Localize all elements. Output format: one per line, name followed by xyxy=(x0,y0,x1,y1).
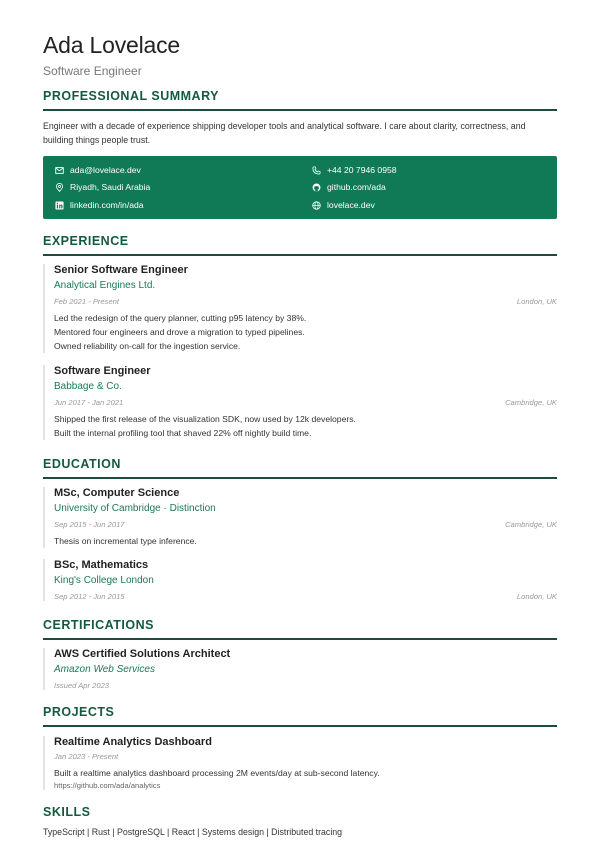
degree-title: MSc, Computer Science xyxy=(54,487,180,499)
entry-dates: Jun 2017 - Jan 2021 xyxy=(54,398,124,407)
linkedin-icon xyxy=(55,201,64,210)
section-title-experience: EXPERIENCE xyxy=(43,234,557,256)
contact-website[interactable] xyxy=(312,200,375,210)
summary-text: Engineer with a decade of experience shipping developer tools and analytical software. I care about clarity, correctness, and building things people trust. xyxy=(43,121,526,145)
detail-line: Thesis on incremental type inference. xyxy=(54,536,197,546)
mail-icon xyxy=(55,166,64,175)
github-icon xyxy=(312,183,321,192)
contact-github-text: github.com/ada xyxy=(327,182,386,192)
contact-linkedin[interactable] xyxy=(55,200,144,210)
detail-line: Built a realtime analytics dashboard processing 2M events/day at sub-second latency. xyxy=(54,768,380,778)
globe-icon xyxy=(312,201,321,210)
skills-list: TypeScript | Rust | PostgreSQL | React | Systems design | Distributed tracing xyxy=(43,827,343,837)
project-entry xyxy=(43,736,557,790)
project-link[interactable]: https://github.com/ada/analytics xyxy=(54,781,161,790)
contact-phone[interactable] xyxy=(312,165,397,175)
institution-name: King's College London xyxy=(54,575,154,586)
certification-title: AWS Certified Solutions Architect xyxy=(54,648,231,660)
company-name: Babbage & Co. xyxy=(54,381,122,392)
experience-entry xyxy=(43,365,557,440)
entry-meta xyxy=(54,681,557,690)
entry-meta xyxy=(54,752,557,761)
contact-location xyxy=(55,182,150,192)
contact-linkedin-text: linkedin.com/in/ada xyxy=(70,200,144,210)
experience-entry xyxy=(43,264,557,353)
section-title-education: EDUCATION xyxy=(43,457,557,479)
certification-entry xyxy=(43,648,557,690)
entry-location: London, UK xyxy=(516,592,557,601)
detail-line: Built the internal profiling tool that shaved 22% off nightly build time. xyxy=(54,428,312,438)
contact-panel xyxy=(43,156,557,219)
detail-line: Owned reliability on-call for the ingestion service. xyxy=(54,341,241,351)
candidate-title: Software Engineer xyxy=(43,64,142,78)
entry-details xyxy=(54,412,557,440)
institution-name: University of Cambridge · Distinction xyxy=(54,503,216,514)
degree-title: BSc, Mathematics xyxy=(54,559,149,571)
section-title-certifications: CERTIFICATIONS xyxy=(43,618,557,640)
job-title: Software Engineer xyxy=(54,365,151,377)
project-title: Realtime Analytics Dashboard xyxy=(54,736,212,748)
education-entry xyxy=(43,487,557,548)
education-entry xyxy=(43,559,557,601)
contact-email[interactable] xyxy=(55,165,141,175)
phone-icon xyxy=(312,166,321,175)
entry-dates: Sep 2012 - Jun 2015 xyxy=(54,592,125,601)
entry-dates: Issued Apr 2023 xyxy=(54,681,110,690)
entry-location: Cambridge, UK xyxy=(505,520,557,529)
contact-website-text: lovelace.dev xyxy=(327,200,375,210)
contact-email-text: ada@lovelace.dev xyxy=(70,165,141,175)
contact-location-text: Riyadh, Saudi Arabia xyxy=(70,182,151,192)
entry-dates: Feb 2021 - Present xyxy=(54,297,120,306)
location-pin-icon xyxy=(55,183,64,192)
entry-location: Cambridge, UK xyxy=(505,398,557,407)
entry-meta xyxy=(54,398,557,407)
entry-dates: Jan 2023 - Present xyxy=(54,752,119,761)
certification-issuer: Amazon Web Services xyxy=(54,664,155,675)
entry-details xyxy=(54,311,557,353)
entry-location: London, UK xyxy=(516,297,557,306)
detail-line: Mentored four engineers and drove a migration to typed pipelines. xyxy=(54,327,305,337)
section-title-skills: SKILLS xyxy=(43,805,91,819)
company-name: Analytical Engines Ltd. xyxy=(54,280,156,291)
detail-line: Led the redesign of the query planner, cutting p95 latency by 38%. xyxy=(54,313,307,323)
entry-meta xyxy=(54,592,557,601)
entry-details xyxy=(54,766,557,780)
entry-details xyxy=(54,534,557,548)
entry-dates: Sep 2015 - Jun 2017 xyxy=(54,520,125,529)
contact-github[interactable] xyxy=(312,182,386,192)
job-title: Senior Software Engineer xyxy=(54,264,188,276)
contact-phone-text: +44 20 7946 0958 xyxy=(327,165,397,175)
candidate-name: Ada Lovelace xyxy=(43,32,180,58)
section-title-summary: PROFESSIONAL SUMMARY xyxy=(43,89,557,111)
entry-meta xyxy=(54,520,557,529)
section-title-projects: PROJECTS xyxy=(43,705,557,727)
entry-meta xyxy=(54,297,557,306)
detail-line: Shipped the first release of the visualization SDK, now used by 12k developers. xyxy=(54,414,356,424)
